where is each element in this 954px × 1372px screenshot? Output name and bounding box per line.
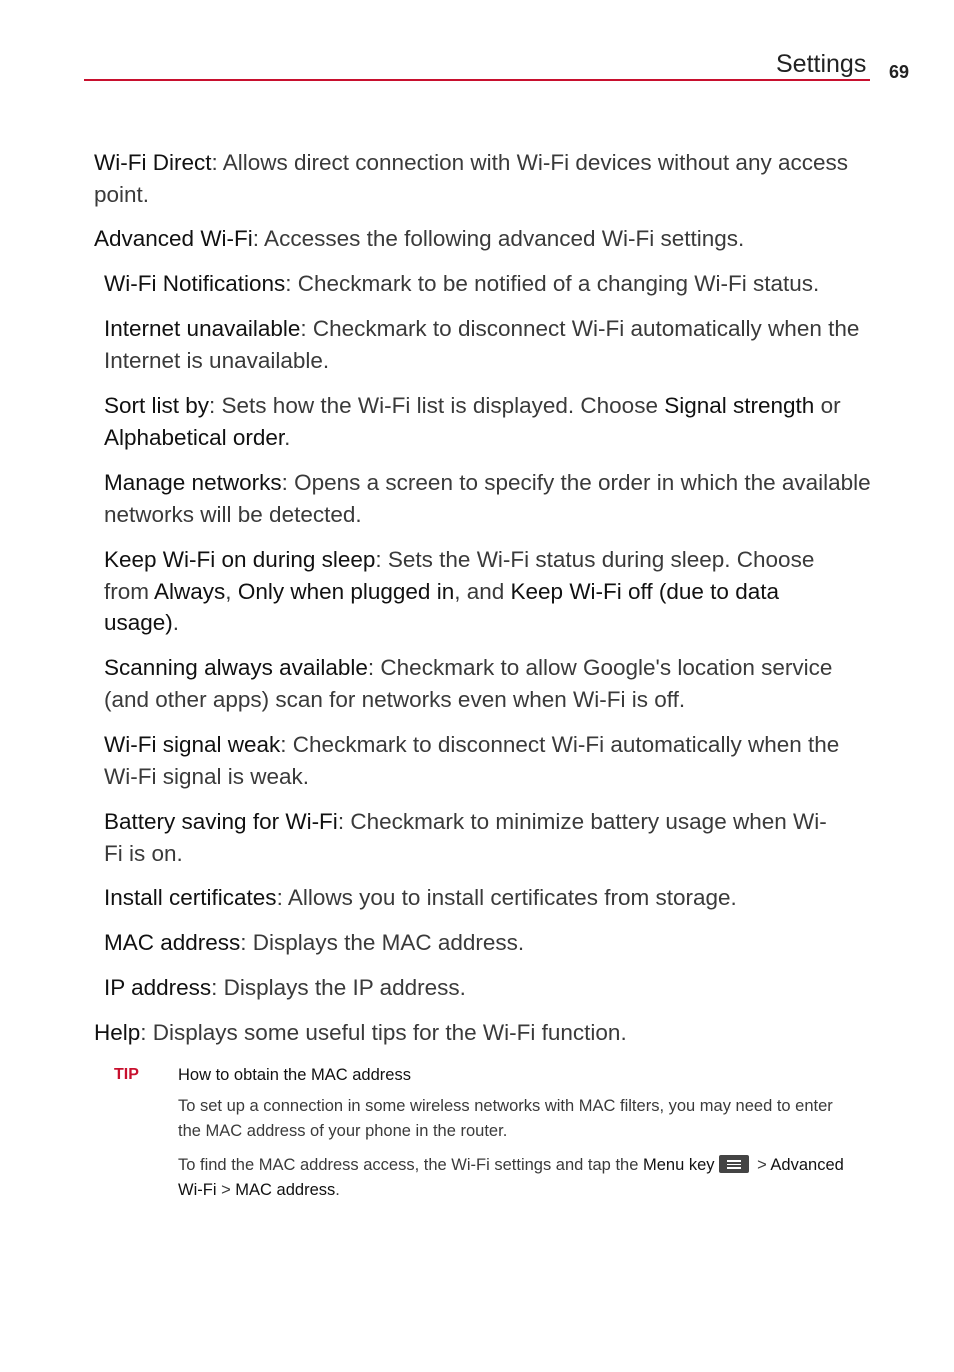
item-internet-unavailable <box>104 313 874 376</box>
item-desc: : Opens a screen to specify the order in which the available networks will be detected. <box>104 470 871 527</box>
item-advanced-wifi <box>94 223 874 255</box>
item-desc: : Checkmark to minimize battery usage when Wi-Fi is on. <box>104 809 827 866</box>
item-term: Help <box>94 1020 141 1045</box>
item-desc: : Checkmark to allow Google's location service (and other apps) scan for networks even when Wi-Fi is off. <box>104 655 833 712</box>
item-sort-list-by <box>104 390 874 453</box>
option-only-when-plugged-in: Only when plugged in <box>237 578 455 604</box>
item-text: or <box>814 393 841 418</box>
tip-paragraph <box>178 1153 858 1202</box>
item-term: MAC address <box>104 930 241 955</box>
item-scanning-always-available <box>104 652 874 715</box>
tip-text: > <box>216 1180 236 1199</box>
item-desc: : Displays some useful tips for the Wi-Fi function. <box>140 1020 627 1045</box>
item-mac-address <box>104 927 874 959</box>
tip-heading: How to obtain the MAC address <box>178 1066 411 1084</box>
item-text: . <box>284 424 291 450</box>
item-text: , <box>225 578 238 604</box>
item-battery-saving <box>104 806 834 869</box>
item-term: Scanning always available <box>104 655 368 680</box>
item-wifi-direct <box>94 147 874 210</box>
item-term: Wi-Fi Notifications <box>104 271 286 296</box>
item-wifi-notifications <box>104 268 874 300</box>
option-signal-strength: Signal strength <box>664 393 815 418</box>
item-term: Wi-Fi Direct <box>94 150 212 175</box>
page-number: 69 <box>889 62 910 82</box>
tip-paragraph: To set up a connection in some wireless networks with MAC filters, you may need to enter the MAC address of your phone in the router. <box>178 1097 833 1140</box>
section-title: Settings <box>776 50 867 78</box>
item-help <box>94 1017 874 1049</box>
item-ip-address <box>104 972 874 1004</box>
item-term: IP address <box>104 975 212 1000</box>
tip-text: . <box>335 1180 340 1199</box>
item-manage-networks <box>104 467 874 530</box>
option-alphabetical-order: Alphabetical order <box>104 424 285 450</box>
tip-text: > <box>752 1156 771 1174</box>
item-term: Wi-Fi signal weak <box>104 732 281 757</box>
tip-mac-address: MAC address <box>235 1180 336 1199</box>
menu-icon <box>719 1155 749 1173</box>
item-desc: : Sets how the Wi-Fi list is displayed. Choose <box>209 393 665 418</box>
tip-label: TIP <box>114 1066 139 1083</box>
item-term: Advanced Wi-Fi <box>94 226 253 251</box>
item-desc: : Displays the IP address. <box>211 975 466 1000</box>
item-keep-wifi-on <box>104 544 849 639</box>
item-term: Internet unavailable <box>104 316 301 341</box>
item-desc: : Checkmark to be notified of a changing Wi-Fi status. <box>285 271 820 296</box>
item-wifi-signal-weak <box>104 729 874 792</box>
item-text: . <box>172 610 180 635</box>
item-term: Battery saving for Wi-Fi <box>104 809 338 834</box>
item-desc: : Allows direct connection with Wi-Fi devices without any access point. <box>94 150 848 207</box>
item-desc: : Checkmark to disconnect Wi-Fi automatically when the Wi-Fi signal is weak. <box>104 732 840 789</box>
tip-advanced-wifi: Advanced Wi-Fi <box>178 1156 844 1199</box>
item-term: Keep Wi-Fi on during sleep <box>104 547 376 572</box>
item-term: Manage networks <box>104 470 282 495</box>
item-desc: : Checkmark to disconnect Wi-Fi automatically when the Internet is unavailable. <box>104 316 860 373</box>
item-term: Install certificates <box>104 885 277 910</box>
item-text: , and <box>454 578 511 604</box>
item-desc: : Accesses the following advanced Wi-Fi settings. <box>252 226 745 251</box>
tip-menu-key: Menu key <box>642 1156 715 1174</box>
option-always: Always <box>154 578 226 604</box>
item-term: Sort list by <box>104 393 210 418</box>
item-desc: : Sets the Wi-Fi status during sleep. Choose from <box>104 547 815 604</box>
item-desc: : Allows you to install certificates from storage. <box>276 885 737 910</box>
option-keep-wifi-off: Keep Wi-Fi off (due to data usage) <box>104 578 779 635</box>
item-install-certificates <box>104 882 874 914</box>
header-rule <box>84 79 870 81</box>
tip-text: To find the MAC address access, the Wi-Fi settings and tap the <box>178 1156 643 1174</box>
item-desc: : Displays the MAC address. <box>240 930 525 955</box>
